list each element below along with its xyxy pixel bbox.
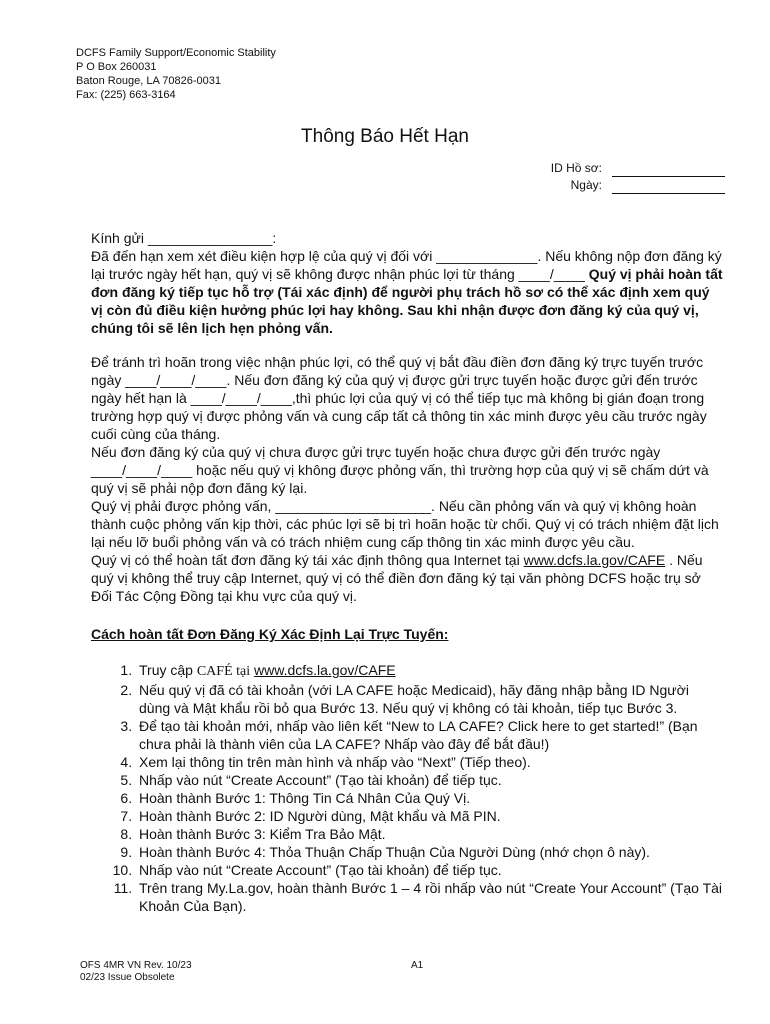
paragraph-termination: Nếu đơn đăng ký của quý vị chưa được gửi trực tuyến hoặc chưa được gửi đến trước ngày ____/____/____ hoặc nếu quý vị không được phỏng vấn, thì trường hợp của quý vị sẽ chấm dứt và quý vị sẽ phải nộp đơn đăng ký lại. (91, 444, 709, 496)
paragraph-internet (91, 551, 723, 605)
list-item: 3. Để tạo tài khoản mới, nhấp vào liên kết “New to LA CAFE? Click here to get started!” (Bạn chưa phải là thành viên của LA CAFE? Nhấp vào đây để bắt đầu!) (136, 717, 723, 753)
obsolete-note: 02/23 Issue Obsolete (80, 972, 175, 983)
form-revision: OFS 4MR VN Rev. 10/23 (80, 960, 192, 971)
case-id-field[interactable] (612, 163, 725, 177)
paragraph-eligibility (91, 247, 723, 337)
eligibility-text: Đã đến hạn xem xét điều kiện hợp lệ của quý vị đối với _____________. Nếu không nộp đơn đăng ký lại trước ngày hết hạn, quý vị sẽ không được nhận phúc lợi từ tháng ____/____ (91, 248, 722, 282)
case-meta (480, 160, 725, 194)
salutation: Kính gửi ________________: (91, 230, 277, 246)
address-line: Baton Rouge, LA 70826-0031 (76, 75, 221, 87)
eligibility-notice-bold: Quý vị phải hoàn tất đơn đăng ký tiếp tục hỗ trợ (Tái xác định) để người phụ trách hồ sơ có thể xác định xem quý vị còn đủ điều kiện hưởng phúc lợi hay không. Sau khi nhận được đơn đăng ký của quý vị, chúng tôi sẽ lên lịch hẹn phỏng vấn. (91, 266, 723, 336)
list-item: 6. Hoàn thành Bước 1: Thông Tin Cá Nhân Của Quý Vị. (136, 789, 723, 807)
paragraph-online-deadline: Để tránh trì hoãn trong việc nhận phúc lợi, có thể quý vị bắt đầu điền đơn đăng ký trực tuyến trước ngày ____/____/____. Nếu đơn đăng ký của quý vị được gửi trực tuyến hoặc được gửi đến trước ngày hết hạn là ____/____/____,thì phúc lợi của quý vị có thể tiếp tục mà không bị gián đoạn trong trường hợp quý vị được phỏng vấn và cung cấp tất cả thông tin xác minh được yêu cầu trước ngày cuối cùng của tháng. (91, 354, 707, 442)
paragraph-interview: Quý vị phải được phỏng vấn, ____________________. Nếu cần phỏng vấn và quý vị không hoàn thành cuộc phỏng vấn kịp thời, các phúc lợi sẽ bị trì hoãn hoặc từ chối. Quý vị có trách nhiệm đặt lịch lại nếu lỡ buổi phỏng vấn và có trách nhiệm cung cấp thông tin xác minh được yêu cầu. (91, 498, 719, 550)
footer-form-id (80, 960, 192, 984)
cafe-link[interactable]: www.dcfs.la.gov/CAFE (254, 662, 396, 678)
sender-address (76, 46, 276, 102)
steps-list (91, 661, 723, 915)
address-line: Fax: (225) 663-3164 (76, 89, 176, 101)
list-item: 2. Nếu quý vị đã có tài khoản (với LA CAFE hoặc Medicaid), hãy đăng nhập bằng ID Người dùng và Mật khẩu rồi bỏ qua Bước 13. Nếu quý vị không có tài khoản, tiếp tục Bước 3. (136, 681, 723, 717)
case-id-label: ID Hồ sơ: (550, 161, 602, 175)
internet-text-rest: . Nếu quý vị không thể truy cập Internet, quý vị có thể điền đơn đăng ký tại văn phòng DCFS hoặc trụ sở Đối Tác Cộng Đồng tại khu vực của quý vị. (91, 552, 703, 604)
page-label: A1 (411, 960, 424, 971)
address-line: P O Box 260031 (76, 61, 157, 73)
date-label: Ngày: (570, 178, 602, 192)
list-item: 8. Hoàn thành Bước 3: Kiểm Tra Bảo Mật. (136, 825, 723, 843)
steps-heading: Cách hoàn tất Đơn Đăng Ký Xác Định Lại Trực Tuyến: (91, 626, 449, 642)
address-line: DCFS Family Support/Economic Stability (76, 47, 276, 59)
letter-body (91, 229, 723, 915)
list-item: 10. Nhấp vào nút “Create Account” (Tạo tài khoản) để tiếp tục. (136, 861, 723, 879)
list-item: 9. Hoàn thành Bước 4: Thỏa Thuận Chấp Thuận Của Người Dùng (nhớ chọn ô này). (136, 843, 723, 861)
list-item: 7. Hoàn thành Bước 2: ID Người dùng, Mật khẩu và Mã PIN. (136, 807, 723, 825)
internet-text: Quý vị có thể hoàn tất đơn đăng ký tái xác định thông qua Internet tại (91, 552, 524, 568)
date-field[interactable] (612, 180, 725, 194)
list-item: 11. Trên trang My.La.gov, hoàn thành Bước 1 – 4 rồi nhấp vào nút “Create Your Account” (Tạo Tài Khoản Của Bạn). (136, 879, 723, 915)
page-title: Thông Báo Hết Hạn (301, 126, 469, 147)
cafe-link[interactable]: www.dcfs.la.gov/CAFE (523, 552, 666, 568)
list-item: 4. Xem lại thông tin trên màn hình và nhấp vào “Next” (Tiếp theo). (136, 753, 723, 771)
list-item: 5. Nhấp vào nút “Create Account” (Tạo tài khoản) để tiếp tục. (136, 771, 723, 789)
list-item: 1. Truy cập CAFÉ tại www.dcfs.la.gov/CAFE (136, 661, 723, 681)
